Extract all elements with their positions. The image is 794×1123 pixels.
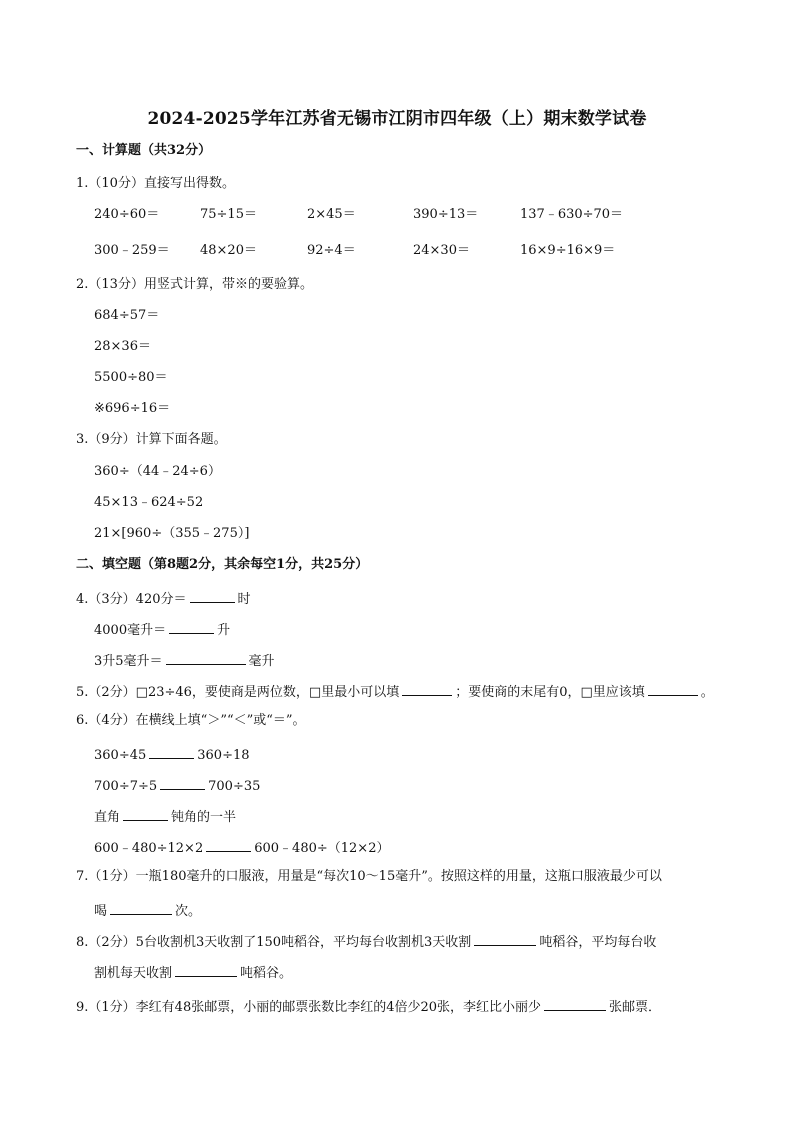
answer-blank[interactable] bbox=[123, 807, 168, 821]
q1-item: 92÷4＝ bbox=[307, 243, 356, 258]
section-heading-fill: 二、填空题（第8题2分，其余每空1分，共25分） bbox=[76, 557, 369, 572]
question-3-heading: 3.（9分）计算下面各题。 bbox=[76, 432, 227, 447]
q6-left: 360÷45 bbox=[94, 748, 147, 763]
q8-text: 8.（2分）5台收割机3天收割了150吨稻谷，平均每台收割机3天收割 bbox=[76, 935, 472, 950]
q2-item: 684÷57＝ bbox=[94, 308, 160, 323]
q6-left: 700÷7÷5 bbox=[94, 779, 158, 794]
question-2-heading: 2.（13分）用竖式计算，带※的要验算。 bbox=[76, 277, 313, 292]
answer-blank[interactable] bbox=[402, 682, 452, 696]
question-7-line-1: 7.（1分）一瓶180毫升的口服液，用量是“每次10～15毫升”。按照这样的用量，这瓶口服液最少可以 bbox=[76, 869, 662, 884]
answer-blank[interactable] bbox=[169, 620, 214, 634]
q6-compare-row bbox=[94, 776, 260, 795]
answer-blank[interactable] bbox=[149, 745, 194, 759]
q4-text: 3升5毫升＝ bbox=[94, 654, 163, 669]
question-4-line-3 bbox=[94, 651, 275, 670]
question-8-line-1 bbox=[76, 932, 656, 951]
question-4-line-2 bbox=[94, 620, 230, 639]
q8-text: 吨稻谷。 bbox=[240, 966, 293, 981]
q4-text: 毫升 bbox=[248, 654, 275, 669]
q1-item: 24×30＝ bbox=[413, 243, 470, 258]
q4-text: 4000毫升＝ bbox=[94, 623, 167, 638]
answer-blank[interactable] bbox=[160, 776, 205, 790]
q9-text: 张邮票． bbox=[609, 1000, 662, 1015]
q6-right: 钝角的一半 bbox=[171, 810, 237, 825]
q8-text: 割机每天收割 bbox=[94, 966, 173, 981]
q5-text: ；要使商的末尾有0，□里应该填 bbox=[455, 685, 645, 700]
answer-blank[interactable] bbox=[474, 932, 536, 946]
q1-item: 300﹣259＝ bbox=[94, 243, 170, 258]
q1-item: 2×45＝ bbox=[307, 207, 356, 222]
q9-text: 9.（1分）李红有48张邮票，小丽的邮票张数比李红的4倍少20张，李红比小丽少 bbox=[76, 1000, 542, 1015]
q8-text: 吨稻谷，平均每台收 bbox=[539, 935, 657, 950]
q7-text: 次。 bbox=[175, 904, 202, 919]
section-heading-calc: 一、计算题（共32分） bbox=[76, 143, 212, 158]
question-4-line-1 bbox=[76, 589, 251, 608]
q3-item: 45×13﹣624÷52 bbox=[94, 495, 204, 510]
question-7-line-2 bbox=[94, 901, 201, 920]
q5-text: 5.（2分）□23÷46，要使商是两位数，□里最小可以填 bbox=[76, 685, 400, 700]
answer-blank[interactable] bbox=[206, 838, 251, 852]
answer-blank[interactable] bbox=[166, 651, 246, 665]
question-5 bbox=[76, 682, 714, 701]
q1-item: 16×9÷16×9＝ bbox=[520, 243, 616, 258]
answer-blank[interactable] bbox=[544, 997, 606, 1011]
page-title: 2024-2025学年江苏省无锡市江阴市四年级（上）期末数学试卷 bbox=[147, 109, 647, 129]
q1-item: 390÷13＝ bbox=[413, 207, 479, 222]
q4-text: 升 bbox=[217, 623, 231, 638]
q6-right: 600﹣480÷（12×2） bbox=[254, 841, 390, 856]
q1-item: 75÷15＝ bbox=[200, 207, 257, 222]
q6-compare-row bbox=[94, 807, 236, 826]
q2-item: ※696÷16＝ bbox=[94, 401, 171, 416]
question-6-heading: 6.（4分）在横线上填“＞”“＜”或“＝”。 bbox=[76, 713, 306, 728]
q4-text: 时 bbox=[237, 592, 251, 607]
q6-compare-row bbox=[94, 838, 389, 857]
answer-blank[interactable] bbox=[190, 589, 235, 603]
q6-left: 直角 bbox=[94, 810, 121, 825]
q1-item: 137﹣630÷70＝ bbox=[520, 207, 624, 222]
q5-text: 。 bbox=[700, 685, 714, 700]
answer-blank[interactable] bbox=[110, 901, 172, 915]
q6-left: 600﹣480÷12×2 bbox=[94, 841, 204, 856]
q3-item: 21×[960÷（355﹣275）] bbox=[94, 526, 250, 541]
q4-text: 4.（3分）420分＝ bbox=[76, 592, 187, 607]
answer-blank[interactable] bbox=[175, 963, 237, 977]
q6-compare-row bbox=[94, 745, 250, 764]
question-1-heading: 1.（10分）直接写出得数。 bbox=[76, 176, 235, 191]
q6-right: 360÷18 bbox=[197, 748, 250, 763]
q2-item: 5500÷80＝ bbox=[94, 370, 168, 385]
q6-right: 700÷35 bbox=[208, 779, 261, 794]
q1-item: 48×20＝ bbox=[200, 243, 257, 258]
q1-item: 240÷60＝ bbox=[94, 207, 160, 222]
q7-text: 喝 bbox=[94, 904, 108, 919]
q2-item: 28×36＝ bbox=[94, 339, 151, 354]
q3-item: 360÷（44﹣24÷6） bbox=[94, 464, 221, 479]
answer-blank[interactable] bbox=[648, 682, 698, 696]
question-8-line-2 bbox=[94, 963, 292, 982]
question-9 bbox=[76, 997, 661, 1016]
